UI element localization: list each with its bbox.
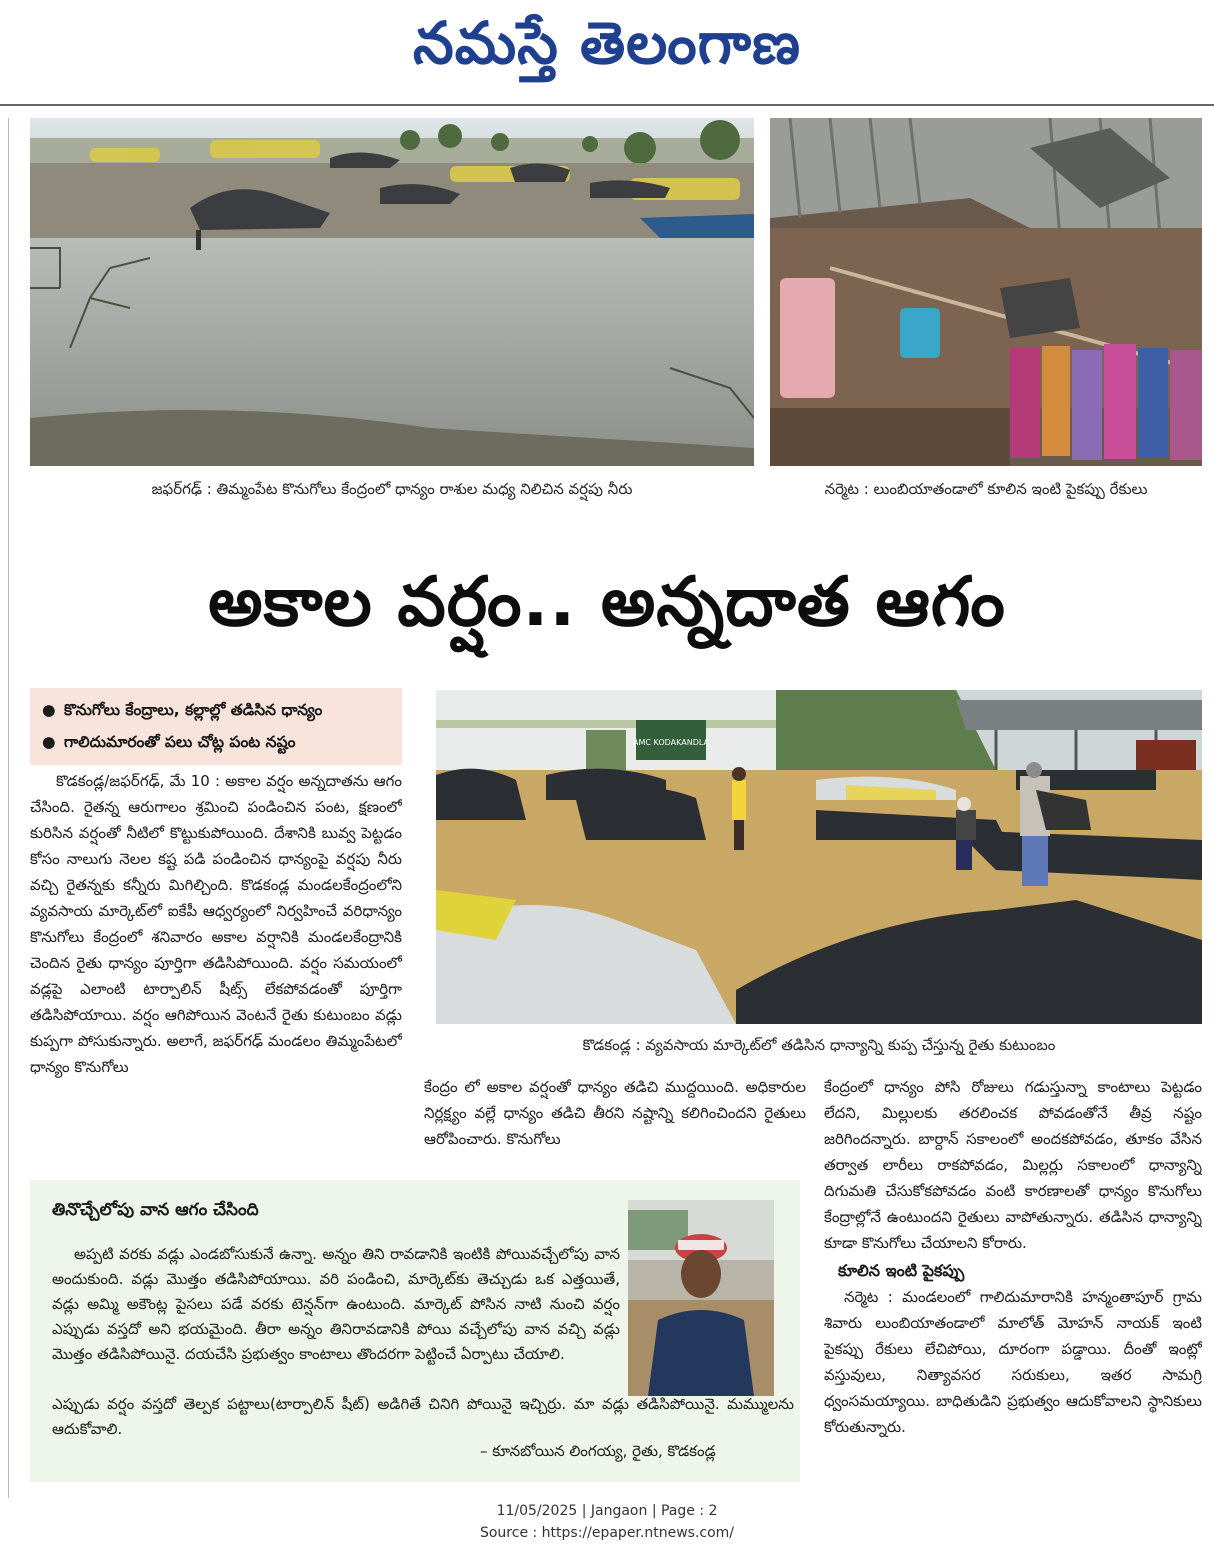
- quote-body: అప్పటి వరకు వడ్లు ఎండబోసుకునే ఉన్నా. అన్నం తిని రావడానికి ఇంటికి పోయివచ్చేలోపు వాన అందుకుంది. వడ్లు మొత్తం తడిసిపోయాయి. వరి పండించి, మార్కెట్‌కు తెచ్చుడు ఒక ఎత్తయితే, వడ్లు అమ్మి అకౌంట్ల పైసలు పడే వరకు టెన్షన్‌గా ఉంటుంది. మార్కెట్ పోసిన నాటి నుంచి వర్షం ఎప్పుడు వస్తదో అని భయమైంది. తీరా అన్నం తినిరావడానికి పోయి వచ్చేలోపు వాన వచ్చి వడ్లు మొత్తం తడిసిపోయినై. దయచేసి ప్రభుత్వం కాంటాలు తొందరగా పెట్టించే ఏర్పాటు చేయాలి.: [52, 1245, 620, 1363]
- caption-damaged-roof: నర్మెట : లుంబియాతండాలో కూలిన ఇంటి పైకప్పు రేకులు: [824, 480, 1148, 498]
- masthead: [0, 0, 1214, 100]
- masthead-rule: [0, 104, 1214, 106]
- bullet-icon: ●: [42, 733, 56, 751]
- farmer-portrait-image: [628, 1200, 774, 1396]
- article-text-col3: కేంద్రంలో ధాన్యం పోసి రోజులు గడుస్తున్నా కాంటాలు పెట్టడం లేదని, మిల్లులకు తరలించక పోవడంతోనే తీవ్ర నష్టం జరిగిందన్నారు. బార్దాన్ సకాలంలో అందకపోవడం, తూకం వేసిన తర్వాత లారీలు రాకపోవడం, మిల్లర్లు సకాలంలో ధాన్యాన్ని దిగుమతి చేసుకోకపోవడం వంటి కారణాలతో ధాన్యం కొనుగోలు కేంద్రాల్లోనే ఉంటుందని రైతులు వాపోతున్నారు. తడిసిన ధాన్యాన్ని కూడా కొనుగోలు చేయాలని కోరారు.: [824, 1078, 1202, 1252]
- article-text-col1: కొడకండ్ల/జఫర్‌గఢ్, మే 10 : అకాల వర్షం అన్నదాతను ఆగం చేసింది. రైతన్న ఆరుగాలం శ్రమించి పండించిన పంట, క్షణంలో కురిసిన వర్షంతో నీటిలో కొట్టుకుపోయింది. దేశానికి బువ్వ పెట్టడం కోసం నాలుగు నెలల కష్ట పడి పండించిన ధాన్యంపై వర్షపు నీరు వచ్చి రైతన్నకు కన్నీరు మిగిల్చింది. కొడకండ్ల మండలకేంద్రంలోని వ్యవసాయ మార్కెట్‌లో ఐకేపీ ఆధ్వర్యంలో నిర్వహించే వరిధాన్యం కొనుగోలు కేంద్రంలో శనివారం అకాల వర్షానికి మండలకేంద్రానికి చెందిన రైతు ధాన్యం పూర్తిగా తడిసిపోయింది. వర్షం సమయంలో వడ్లపై ఎలాంటి టార్పాలిన్ షీట్స్ లేకపోవడంతో పూర్తిగా తడిసిపోయాయి. వర్షం ఆగిపోయిన వెంటనే రైతు కుటుంబం వడ్లు కుప్పగా పోసుకున్నారు. అలాగే, జఫర్‌గఢ్ మండలం తిమ్మంపేటలో ధాన్యం కొనుగోలు: [30, 772, 402, 1076]
- flooded-yard-image: [30, 118, 754, 466]
- farmer-portrait: [628, 1200, 774, 1396]
- quote-title: తినొచ్చేలోపు వాన ఆగం చేసింది: [52, 1200, 259, 1220]
- article-text-col3b: నర్మెట : మండలంలో గాలిదుమారానికి హన్మంతాపూర్ గ్రామ శివారు లుంబియాతండాలో మాలోత్ మోహన్ నాయక్ ఇంటి పైకప్పు రేకులు లేచిపోయి, దూరంగా పడ్డాయి. దీంతో ఇంట్లో వస్తువులు, నిత్యావసర సరుకులు, ఇతర సామగ్రి ధ్వంసమయ్యాయి. బాధితుడిని ప్రభుత్వం ఆదుకోవాలని స్థానికులు కోరుతున్నారు.: [824, 1288, 1202, 1436]
- highlight-item: ● కొనుగోలు కేంద్రాలు, కల్లాల్లో తడిసిన ధాన్యం: [42, 694, 390, 726]
- footer-source: Source : https://epaper.ntnews.com/: [479, 1525, 735, 1541]
- quote-tail: ఎప్పుడు వర్షం వస్తదో తెల్పక పట్టాలు(టార్పాలిన్ షీట్) అడిగితే చినిగి పోయినై ఇచ్చిర్రు. మా వడ్లు తడిసిపోయినై. మమ్ములను ఆదుకోవాలి.: [52, 1395, 794, 1438]
- newspaper-title: నమస్తే తెలంగాణ: [413, 8, 801, 77]
- caption-flooded-yard: జఫర్‌గఢ్ : తిమ్మంపేట కొనుగోలు కేంద్రంలో ధాన్యం రాశుల మధ్య నిలిచిన వర్షపు నీరు: [151, 480, 633, 498]
- bullet-icon: ●: [42, 701, 56, 719]
- highlight-item: ● గాలిదుమారంతో పలు చోట్ల పంట నష్టం: [42, 726, 390, 758]
- footer-date-edition: 11/05/2025 | Jangaon | Page : 2: [496, 1503, 718, 1519]
- market-grain-image: [436, 690, 1202, 1024]
- article-column-2: [424, 1074, 806, 1164]
- article-text-col2: కేంద్రం లో అకాల వర్షంతో ధాన్యం తడిచి ముద్దయింది. అధికారుల నిర్లక్ష్యం వల్లే ధాన్యం తడిచి తీరని నష్టాన్ని కలిగించిందని రైతులు ఆరోపించారు. కొనుగోలు: [424, 1078, 806, 1148]
- photo-market-grain: [436, 690, 1202, 1024]
- market-board-text: AMC KODAKANDLA: [633, 738, 709, 747]
- highlights-box: [30, 688, 402, 765]
- damaged-roof-image: [770, 118, 1202, 466]
- subhead-roof-collapse: కూలిన ఇంటి పైకప్పు: [838, 1261, 965, 1280]
- article-column-3: [824, 1074, 1202, 1492]
- caption-market-grain: కొడకండ్ల : వ్యవసాయ మార్కెట్‌లో తడిసిన ధాన్యాన్ని కుప్ప చేస్తున్న రైతు కుటుంబం: [582, 1036, 1056, 1054]
- left-margin-rule: [8, 118, 9, 1498]
- photo-flooded-yard: [30, 118, 754, 466]
- article-column-1: [30, 768, 402, 1164]
- footer: [0, 1500, 1214, 1544]
- headline: అకాల వర్షం.. అన్నదాత ఆగం: [208, 563, 1006, 642]
- photo-damaged-roof: [770, 118, 1202, 466]
- quote-attribution: – కూనబోయిన లింగయ్య, రైతు, కొడకండ్ల: [480, 1442, 716, 1460]
